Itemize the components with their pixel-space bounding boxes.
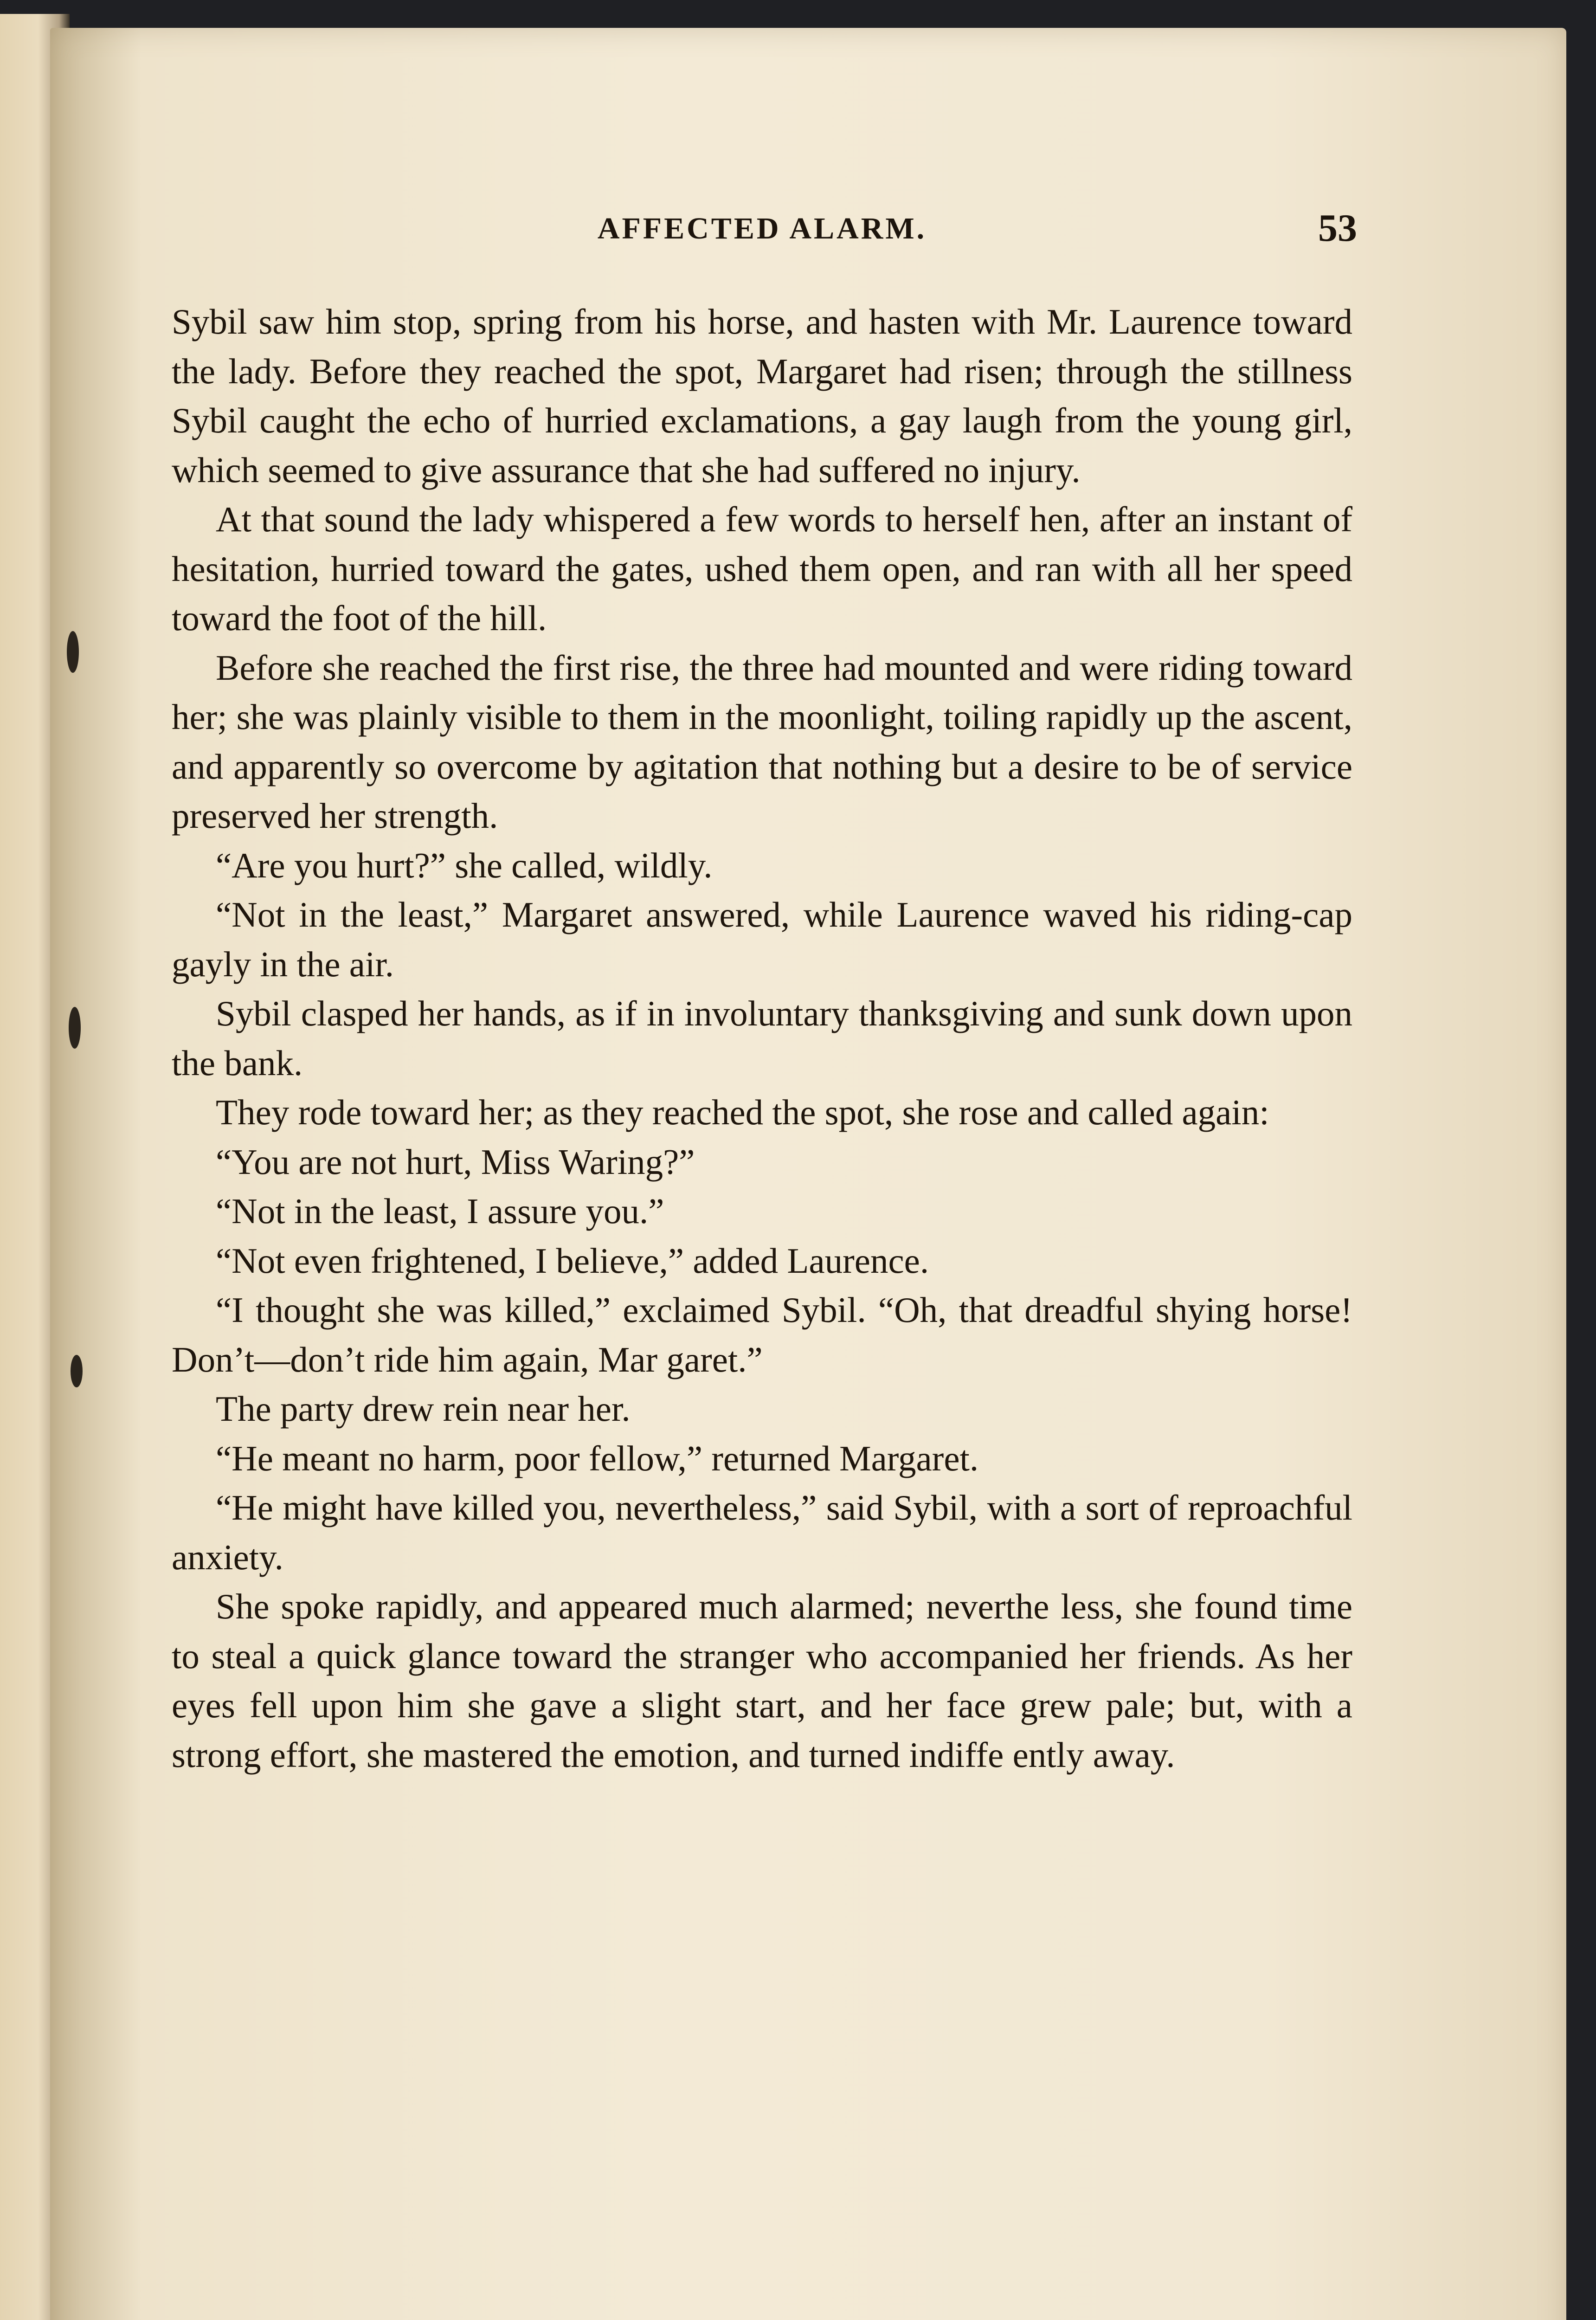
- page-number: 53: [1318, 206, 1357, 250]
- paragraph: She spoke rapidly, and appeared much alarmed; neverthe less, she found time to steal a quick glance toward the stranger who accompanied her friends. As her eyes fell upon him she gave a slight start, and her face grew pale; but, with a strong effort, she mastered the emotion, and turned indiffe ently away.: [172, 1586, 1352, 1775]
- binding-hole: [67, 631, 79, 673]
- paragraph: “He might have killed you, nevertheless,” said Sybil, with a sort of reproachful anxiety.: [172, 1488, 1352, 1577]
- paragraph: The party drew rein near her.: [216, 1389, 631, 1429]
- paragraph: “Not even frightened, I believe,” added Laurence.: [216, 1240, 929, 1281]
- page-header: [172, 206, 1357, 262]
- paragraph: Before she reached the first rise, the three had mounted and were riding toward her; she was plainly visible to them in the moonlight, toiling rapidly up the ascent, and apparently so overcome by agitation that nothing but a desire to be of service preserved her strength.: [172, 647, 1352, 836]
- paragraph: Sybil clasped her hands, as if in involuntary thanksgiving and sunk down upon the bank.: [172, 993, 1352, 1083]
- paragraph: “I thought she was killed,” exclaimed Sybil. “Oh, that dreadful shying horse! Don’t—don’t ride him again, Mar garet.”: [172, 1290, 1352, 1379]
- paragraph: “Not in the least, I assure you.”: [216, 1191, 664, 1231]
- paragraph: They rode toward her; as they reached the spot, she rose and called again:: [216, 1092, 1269, 1132]
- paragraph: “You are not hurt, Miss Waring?”: [216, 1141, 695, 1182]
- body-text: [172, 297, 1352, 1779]
- binding-hole: [69, 1007, 81, 1049]
- paragraph: At that sound the lady whispered a few words to herself hen, after an instant of hesitation, hurried toward the gates, ushed them open, and ran with all her speed toward the foot of the hill.: [172, 499, 1352, 638]
- paragraph: Sybil saw him stop, spring from his horse, and hasten with Mr. Laurence toward the lady. Before they reached the spot, Margaret had risen; through the stillness Sybil caught the echo of hurried exclamations, a gay laugh from the young girl, which seemed to give assurance that she had suffered no injury.: [172, 302, 1352, 490]
- paragraph: “Not in the least,” Margaret answered, while Laurence waved his riding-cap gayly in the air.: [172, 895, 1352, 984]
- paragraph: “He meant no harm, poor fellow,” returned Margaret.: [216, 1438, 979, 1478]
- running-head: AFFECTED ALARM.: [597, 212, 927, 245]
- binding-hole: [71, 1355, 83, 1387]
- paragraph: “Are you hurt?” she called, wildly.: [216, 845, 713, 885]
